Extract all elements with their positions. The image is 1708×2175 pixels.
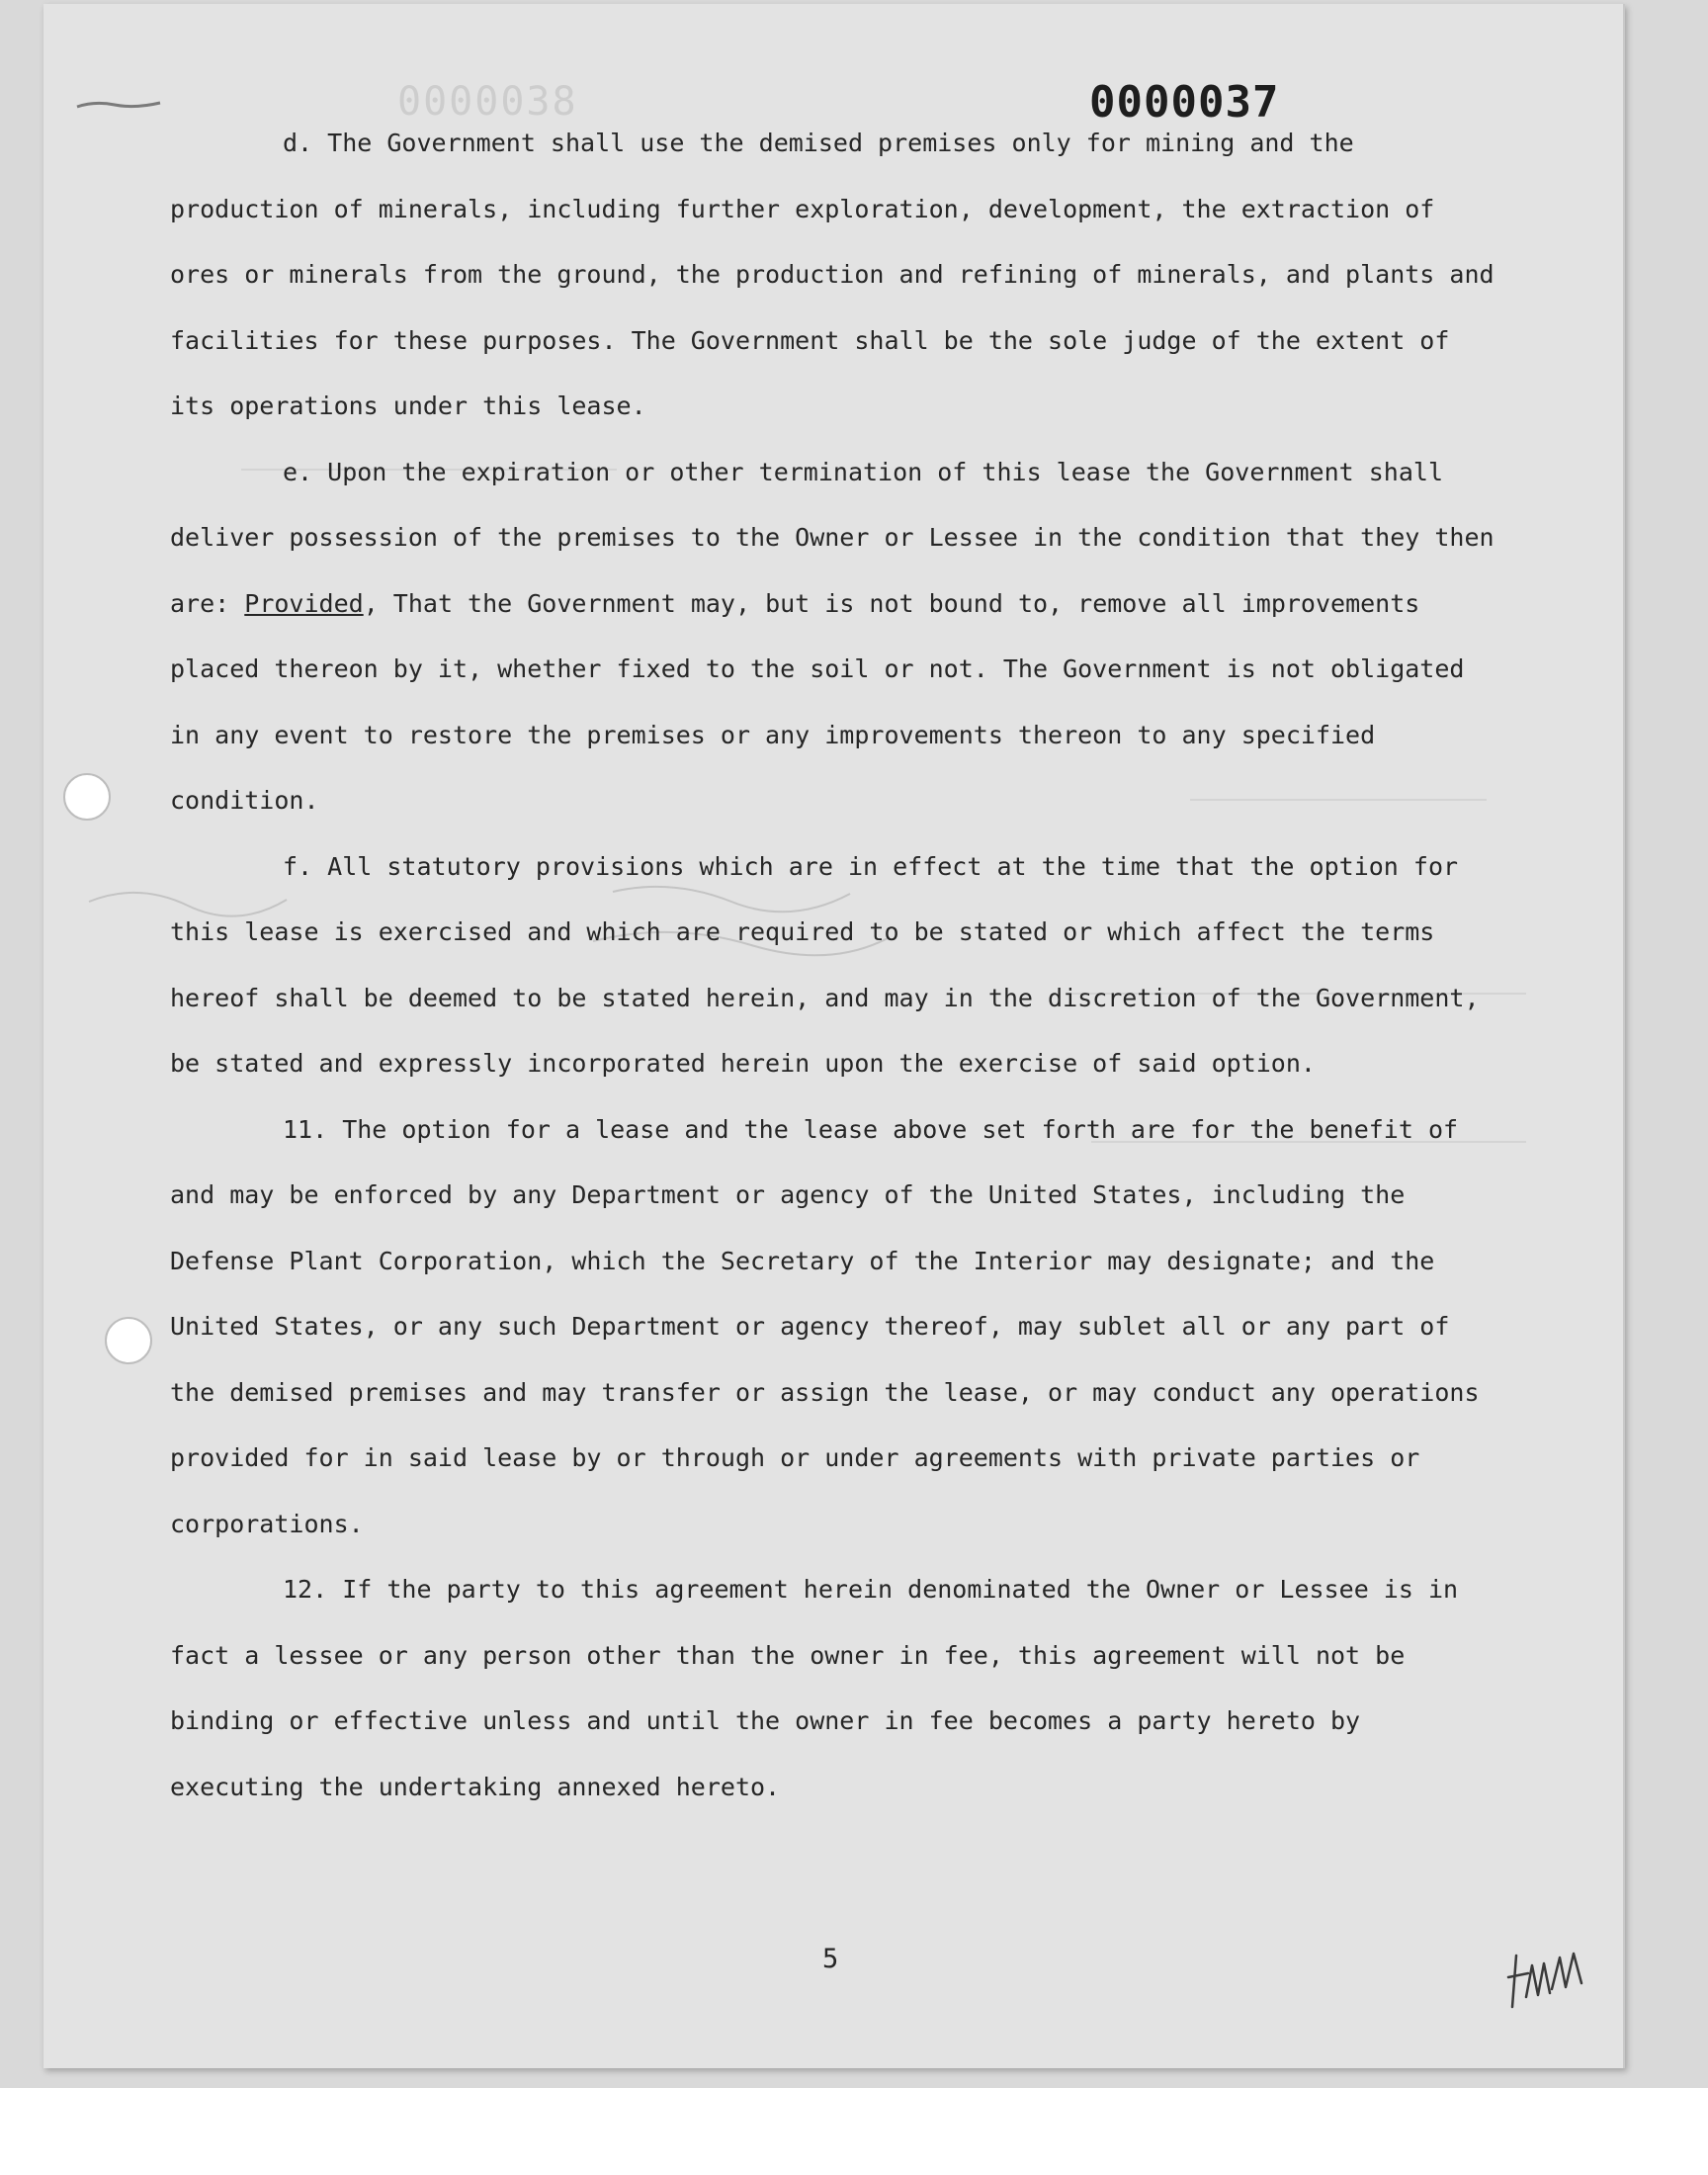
paragraph-text: e. Upon the expiration or other termination of this lease the Government shall deliver possession of the premises to the Owner or Lessee in the condition that they then are:: [170, 457, 1494, 618]
handwritten-initials: [1502, 1938, 1601, 2017]
paragraph-text: d. The Government shall use the demised premises only for mining and the production of minerals, including further exploration, development, the extraction of ores or minerals from the ground, the production and refining of minerals, and plants and facilities for these purposes. The Government shall be the sole judge of the extent of its operations under this lease.: [170, 129, 1494, 420]
paragraph-11: [170, 1097, 1494, 1558]
ghost-document-number: 0000038: [397, 79, 578, 125]
ink-smudge-mark: [75, 97, 164, 113]
underlined-term: Provided: [244, 588, 364, 618]
paragraph-f: [170, 834, 1494, 1097]
document-body: [170, 111, 1494, 1820]
paragraph-text: , That the Government may, but is not bound to, remove all improvements placed thereon by it, whether fixed to the soil or not. The Government is not obligated in any event to restore the premises or any improvements thereon to any specified condition.: [170, 588, 1465, 815]
punch-hole-upper: [63, 773, 111, 821]
paragraph-text: f. All statutory provisions which are in effect at the time that the option for this lease is exercised and which are required to be stated or which affect the terms hereof shall be deemed to be stated herein, and may in the discretion of the Government, be stated and expressly incorporated herein upon the exercise of said option.: [170, 851, 1480, 1078]
paragraph-d: [170, 111, 1494, 440]
punch-hole-lower: [105, 1317, 152, 1364]
document-number-stamp: 0000037: [1089, 77, 1280, 128]
paragraph-12: [170, 1557, 1494, 1820]
page-number: 5: [822, 1944, 839, 1974]
paragraph-text: 11. The option for a lease and the lease above set forth are for the benefit of and may be enforced by any Department or agency of the United States, including the Defense Plant Corporation, which the Secretary of the Interior may designate; and the United States, or any such Department or agency thereof, may sublet all or any part of the demised premises and may transfer or assign the lease, or may conduct any operations provided for in said lease by or through or under agreements with private parties or corporations.: [170, 1114, 1480, 1538]
paragraph-text: 12. If the party to this agreement herein denominated the Owner or Lessee is in fact a lessee or any person other than the owner in fee, this agreement will not be binding or effective unless and until the owner in fee becomes a party hereto by executing the undertaking annexed hereto.: [170, 1575, 1459, 1801]
paragraph-e: [170, 440, 1494, 834]
